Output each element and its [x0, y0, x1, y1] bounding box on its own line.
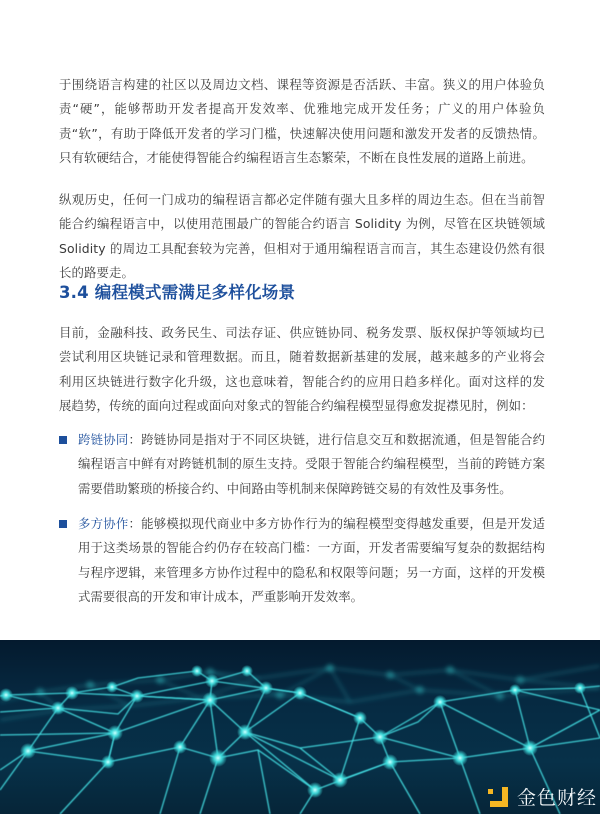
bullet-item-cross-chain [59, 428, 545, 501]
brand-logo-text: 金色财经 [517, 787, 598, 809]
bullet-body [78, 512, 545, 609]
section-heading: 3.4 编程模式需满足多样化场景 [59, 283, 296, 302]
brand-logo [488, 783, 597, 810]
bullet-text: 跨链协同是指对于不同区块链，进行信息交互和数据流通，但是智能合约编程语言中鲜有对跨链机制的原生支持。受限于智能合约编程模型，当前的跨链方案需要借助繁琐的桥接合约、中间路由等机制来保障跨链交易的有效性及事务性。 [78, 432, 546, 496]
bullet-text: 能够模拟现代商业中多方协作行为的编程模型变得越发重要，但是开发适用于这类场景的智能合约仍存在较高门槛：一方面，开发者需要编写复杂的数据结构与程序逻辑，来管理多方协作过程中的隐私和权限等问题；另一方面，这样的开发模式需要很高的开发和审计成本，严重影响开发效率。 [78, 516, 546, 604]
bullet-separator: ： [128, 516, 142, 531]
paragraph-ecosystem: 纵观历史，任何一门成功的编程语言都必定伴随有强大且多样的周边生态。但在当前智能合约编程语言中，以使用范围最广的智能合约语言 Solidity 为例，尽管在区块链领域 Solidity 的周边工具配套较为完善，但相对于通用编程语言而言，其生态建设仍然有很长的路要走。 [59, 192, 545, 280]
bullet-body [78, 428, 545, 501]
bullet-item-multi-party [59, 512, 545, 609]
bullet-square-icon [59, 520, 67, 528]
bullet-separator: ： [128, 432, 142, 447]
bullet-term: 多方协作 [78, 516, 129, 531]
paragraph-user-experience: 于围绕语言构建的社区以及周边文档、课程等资源是否活跃、丰富。狭义的用户体验负责“硬”，能够帮助开发者提高开发效率、优雅地完成开发任务；广义的用户体验负责“软”，有助于降低开发者的学习门槛，快速解决使用问题和激发开发者的反馈热情。只有软硬结合，才能使得智能合约编程语言生态繁荣，不断在良性发展的道路上前进。 [59, 77, 545, 165]
jinse-logo-icon [488, 787, 510, 807]
section-intro-paragraph: 目前，金融科技、政务民生、司法存证、供应链协同、税务发票、版权保护等领域均已尝试利用区块链记录和管理数据。而且，随着数据新基建的发展，越来越多的产业将会利用区块链进行数字化升级，这也意味着，智能合约的应用日趋多样化。面对这样的发展趋势，传统的面向过程或面向对象式的智能合约编程模型显得愈发捉襟见肘，例如： [59, 325, 545, 413]
bullet-square-icon [59, 436, 67, 444]
bullet-term: 跨链协同 [78, 432, 129, 447]
